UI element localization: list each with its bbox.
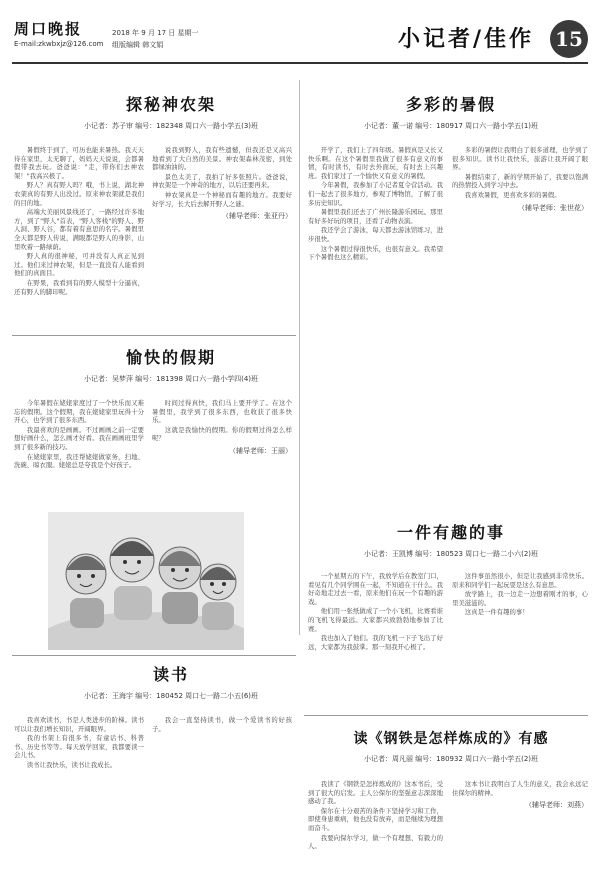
article-body-col2	[152, 393, 292, 456]
paragraph: 我最喜欢的是画画。不过画画之前一定要想好画什么，怎么画才好看。我在画画班里学到了很多新的技巧。	[14, 425, 144, 451]
paragraph: 野人真的很神秘，可并没有人真正见到过。他们来过神农架，但是一直没有人能看到他们的真面目。	[14, 252, 144, 278]
paragraph: 我喜欢读书，书是人类进步的阶梯。读书可以让我们增长知识，开阔眼界。	[14, 716, 144, 733]
article-title: 多彩的暑假	[405, 95, 496, 114]
article-title: 愉快的假期	[125, 348, 216, 367]
article-byline: 小记者：王凯博 编号：180523 周口七一路二小六(2)班	[363, 550, 539, 558]
paragraph: 我喜欢暑假，更喜欢多彩的暑假。	[464, 190, 561, 199]
paragraph: 说我到野人，我有些遗憾，但我还是又高兴地看到了大自然的美景。神农架森林茂密，到处都绿油油的。	[152, 146, 292, 172]
paragraph: 我读了《钢铁是怎样炼成的》这本书后，受到了很大的启发。主人公保尔的坚强意志深深地感动了我。	[308, 780, 443, 806]
section-title: 小记者/佳作	[398, 26, 535, 52]
article-body-col1	[14, 393, 144, 471]
paragraph: 我也加入了他们。我的飞机一下子飞出了好远，大家都为我鼓掌。那一刻我开心极了。	[308, 634, 443, 651]
paragraph: 在野果，我看到有的野人模型十分逼真，还有野人的脚印呢。	[14, 278, 144, 296]
article-steel-review	[316, 728, 586, 764]
paragraph: 这个暑假过得很快乐，也很有意义。我希望下个暑假也这么精彩。	[308, 244, 443, 262]
article-byline: 小记者：苏子审 编号：182348 周口六一路小学五(3)班	[83, 122, 259, 130]
article-title: 一件有趣的事	[396, 523, 505, 542]
article-body-col1	[14, 710, 144, 771]
page-number-badge: 15	[550, 20, 588, 58]
paragraph: 今年暑假在姥姥家度过了一个快乐而又难忘的假期。这个假期，我在姥姥家里玩得十分开心，也学到了很多东西。	[14, 399, 144, 425]
article-byline: 小记者：周凡丽 编号：180932 周口六一路小学五(2)班	[363, 755, 539, 763]
article-happy-vacation	[56, 345, 286, 384]
paragraph: 这就是我愉快的假期。你的假期过得怎么样呢？	[152, 425, 292, 443]
section-divider	[12, 335, 296, 336]
article-reading	[56, 662, 286, 701]
paragraph: 野人？真有野人吗？哦，书上说，湖北神农架真的有野人出没过。原来神农架就是我们的目的地。	[14, 181, 144, 207]
article-body-col1	[14, 140, 144, 297]
email-address: E-mail:zkwbxjz@126.com	[14, 40, 104, 48]
children-illustration	[48, 512, 244, 650]
masthead	[0, 0, 600, 64]
paragraph: 今年暑假，我参加了小记者夏令营活动。我们一起去了很多地方，参观了博物馆，了解了很多历史知识。	[308, 181, 443, 207]
paragraph: 这件事虽然很小，但是让我感到非常快乐。原来和同学们一起玩耍是这么有意思。	[452, 572, 588, 589]
paragraph: 这真是一件有趣的事！	[464, 608, 529, 617]
article-body-col1	[308, 774, 443, 852]
paragraph: 他们用一张纸做成了一个小飞机，比赛看谁的飞机飞得最远。大家都兴致勃勃地参加了比赛。	[308, 607, 443, 633]
paragraph: 多彩的暑假让我明白了很多道理，也学到了很多知识。读书让我快乐，旅游让我开阔了眼界。	[452, 146, 588, 172]
article-title: 读书	[152, 665, 189, 684]
paragraph: 暑假里我们还去了广州长隆游乐园玩。那里有好多好玩的项目，还看了动物表演。	[308, 208, 443, 225]
paragraph: 我的书架上有很多书，有童话书、科普书、历史书等等。每天放学回家，我都要读一会儿书。	[14, 734, 144, 760]
paragraph: 一个星期五的下午，我放学后在教室门口，看见有几个同学围在一起，不知道在干什么。我好奇地走过去一看，原来他们在玩一个有趣的游戏。	[308, 572, 443, 606]
article-title: 探秘神农架	[125, 95, 216, 114]
header-rule	[12, 62, 588, 64]
paragraph: 保尔在十分艰苦的条件下坚持学习和工作，即使身患重病，他也没有放弃，而是继续为理想而奋斗。	[308, 806, 443, 832]
paragraph: 这本书让我明白了人生的意义，我会永远记住保尔的精神。	[452, 780, 588, 797]
paragraph: 读书让我快乐，读书让我成长。	[26, 760, 117, 769]
tutor-credit: （辅导老师：张世花）	[518, 203, 588, 212]
column-divider	[299, 80, 300, 635]
section-divider	[304, 715, 588, 716]
paragraph: 暑假结束了，新的学期开始了，我要以饱满的热情投入到学习中去。	[452, 172, 588, 190]
tutor-credit: （辅导老师：刘燕）	[525, 801, 588, 810]
article-body-col2	[452, 566, 588, 618]
article-body-col2	[452, 774, 588, 810]
paragraph: 放学路上，我一边走一边想着刚才的事，心里美滋滋的。	[452, 590, 588, 607]
article-byline: 小记者：王海宇 编号：180452 周口七一路二小五(6)班	[83, 692, 259, 700]
article-body-col2	[452, 140, 588, 213]
issue-date: 2018 年 9 月 17 日 星期一	[112, 29, 199, 37]
article-body-col2	[152, 710, 292, 734]
paragraph: 开学了，我们上了四年级。暑假真是又长又快乐啊。在这个暑假里我做了很多有意义的事情，有时读书，有时去外面玩，有时去上兴趣班。我们家过了一个愉快又有意义的暑假。	[308, 146, 443, 180]
article-body-col2	[152, 140, 292, 221]
section-divider	[12, 655, 296, 656]
article-explore-shennongjia	[56, 92, 286, 131]
article-byline: 小记者：吴梦萍 编号：181398 周口六一路小学四(4)班	[83, 375, 259, 383]
article-title: 读《钢铁是怎样炼成的》有感	[353, 731, 549, 747]
paragraph: 高端大美丽风景线还了，一路经过许多地方，到了"野人"首表，"野人客栈"的野人、野人洞、野人谷，都有着有意思的名字。暑假里全天都是野人传说，满眼都是野人的身影，山里吹着一路绿荫。	[14, 208, 144, 251]
tutor-credit: （辅导老师：张亚丹）	[222, 212, 292, 221]
editor-credit: 组版编辑 韩文娟	[112, 41, 164, 49]
article-body-col1	[308, 566, 443, 652]
paragraph: 我要向保尔学习，做一个有理想、有毅力的人。	[308, 833, 443, 851]
tutor-credit: （辅导老师：王丽）	[229, 446, 292, 455]
article-interesting-thing	[316, 520, 586, 559]
article-colorful-summer	[316, 92, 586, 131]
paragraph: 我会一直坚持读书，做一个爱读书的好孩子。	[152, 716, 292, 733]
paragraph: 神农架真是一个神秘而有趣的地方。我要好好学习，长大后去解开野人之谜。	[152, 190, 292, 208]
paragraph: 在姥姥家里，我还帮姥姥做家务，扫地、洗碗、晾衣服。姥姥总是夸我是个好孩子。	[14, 452, 144, 470]
paragraph: 时间过得真快，我们马上要开学了。在这个暑假里，我学到了很多东西，也收获了很多快乐。	[152, 399, 292, 425]
paragraph: 我还学会了游泳，每天都去游泳馆练习，进步很快。	[308, 226, 443, 243]
article-body-col1	[308, 140, 443, 263]
article-byline: 小记者：董一诺 编号：180917 周口六一路小学五(1)班	[363, 122, 539, 130]
paragraph: 暑假终于到了，可历也能来暑热。我天天待在家里，太无聊了，妈妈天天说说，会都暑假带我去玩。爸爸说："走，带你们去神农架！"我高兴极了。	[14, 146, 144, 180]
paragraph: 景色太美了，我拍了好多张照片。爸爸说，神农架是一个神奇的地方，以后还要再来。	[152, 172, 292, 190]
newspaper-logo: 周口晚报	[14, 20, 83, 38]
